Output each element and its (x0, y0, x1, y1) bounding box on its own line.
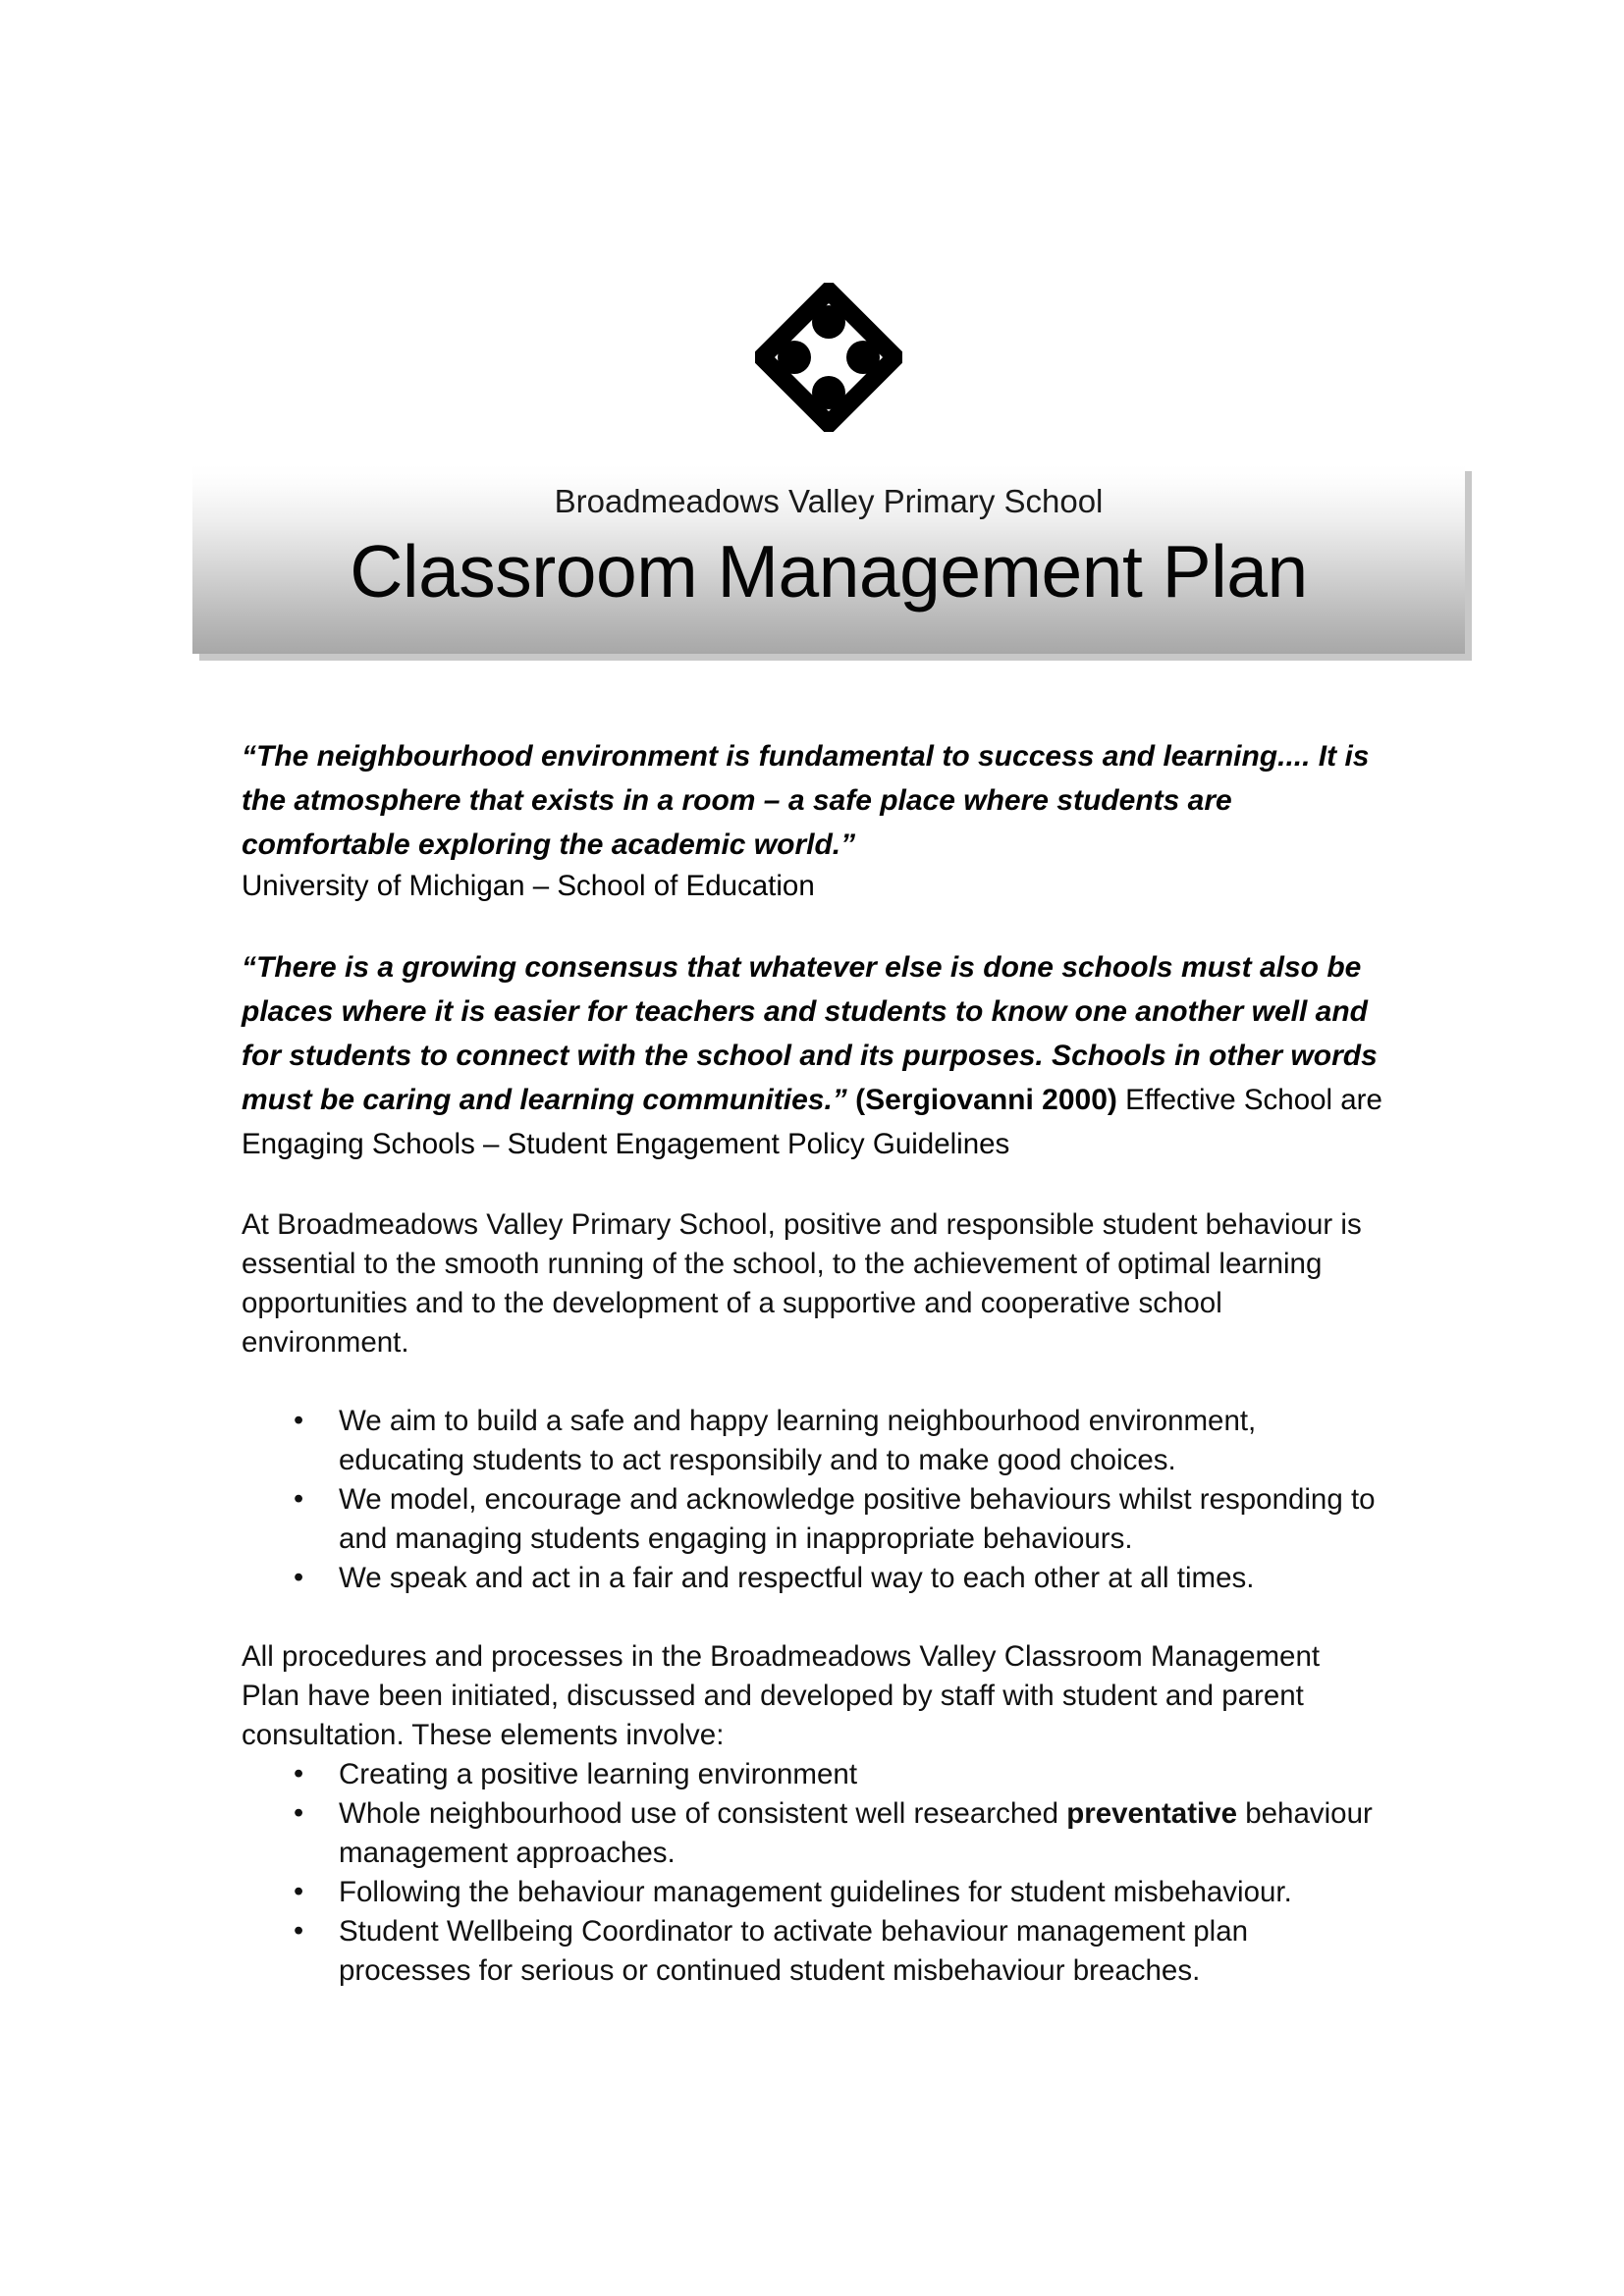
spacer (242, 1166, 1382, 1205)
diamond-four-dots-icon (755, 283, 902, 432)
list-item-label: Creating a positive learning environment (339, 1758, 858, 1790)
quote-1-text: “The neighbourhood environment is fundamental to success and learning.... It is the atmosphere that exists in a room – a safe place where students are comfortable exploring the academic world.” (242, 740, 1370, 861)
quote-1-attribution: University of Michigan – School of Education (242, 870, 815, 902)
list-item-label-tail: behaviour management approaches. (339, 1797, 1373, 1869)
quote-2-citation: (Sergiovanni 2000) (855, 1084, 1117, 1116)
spacer (242, 1598, 1382, 1637)
quote-2-attribution: Effective School are Engaging Schools – Student Engagement Policy Guidelines (242, 1084, 1382, 1160)
title-banner (192, 464, 1465, 654)
list-item (242, 1755, 1382, 1794)
spacer (242, 906, 1382, 945)
elements-list (242, 1755, 1382, 1991)
list-item (242, 1480, 1382, 1559)
aims-list (242, 1402, 1382, 1598)
list-item (242, 1873, 1382, 1912)
bullet-icon: • (294, 1483, 304, 1515)
list-item-label: We aim to build a safe and happy learning neighbourhood environment, educating students to act responsibily and to make good choices. (339, 1405, 1257, 1476)
list-item-emphasis: preventative (1066, 1797, 1238, 1830)
procedures-paragraph: All procedures and processes in the Broadmeadows Valley Classroom Management Plan have been initiated, discussed and developed by staff with student and parent consultation. These elements involve: (242, 1640, 1321, 1751)
spacer (242, 1362, 1382, 1402)
list-item-label: We model, encourage and acknowledge positive behaviours whilst responding to and managing students engaging in inappropriate behaviours. (339, 1483, 1376, 1555)
quote-2-text: “There is a growing consensus that whatever else is done schools must also be places where it is easier for teachers and students to know one another well and for students to connect with the school and its purposes. Schools in other words must be caring and learning communities.” (242, 951, 1378, 1116)
list-item-label: Following the behaviour management guidelines for student misbehaviour. (339, 1876, 1292, 1908)
school-logo (755, 283, 902, 432)
school-name: Broadmeadows Valley Primary School (554, 483, 1104, 519)
bullet-icon: • (294, 1797, 304, 1829)
list-item (242, 1912, 1382, 1991)
quote-block-2 (242, 945, 1382, 1166)
bullet-icon: • (294, 1758, 304, 1789)
bullet-icon: • (294, 1405, 304, 1436)
intro-paragraph: At Broadmeadows Valley Primary School, positive and responsible student behaviour is essential to the smooth running of the school, to the achievement of optimal learning opportunities and to the development of a supportive and cooperative school environment. (242, 1208, 1362, 1359)
list-item-label: We speak and act in a fair and respectful way to each other at all times. (339, 1562, 1255, 1594)
page-title: Classroom Management Plan (350, 530, 1308, 613)
quote-block-1 (242, 734, 1382, 867)
list-item (242, 1794, 1382, 1873)
list-item-label: Student Wellbeing Coordinator to activate behaviour management plan processes for serious or continued student misbehaviour breaches. (339, 1915, 1249, 1987)
bullet-icon: • (294, 1562, 304, 1593)
bullet-icon: • (294, 1876, 304, 1907)
document-body (242, 734, 1382, 1991)
bullet-icon: • (294, 1915, 304, 1947)
list-item-label: Whole neighbourhood use of consistent well researched (339, 1797, 1067, 1830)
list-item (242, 1559, 1382, 1598)
list-item (242, 1402, 1382, 1480)
